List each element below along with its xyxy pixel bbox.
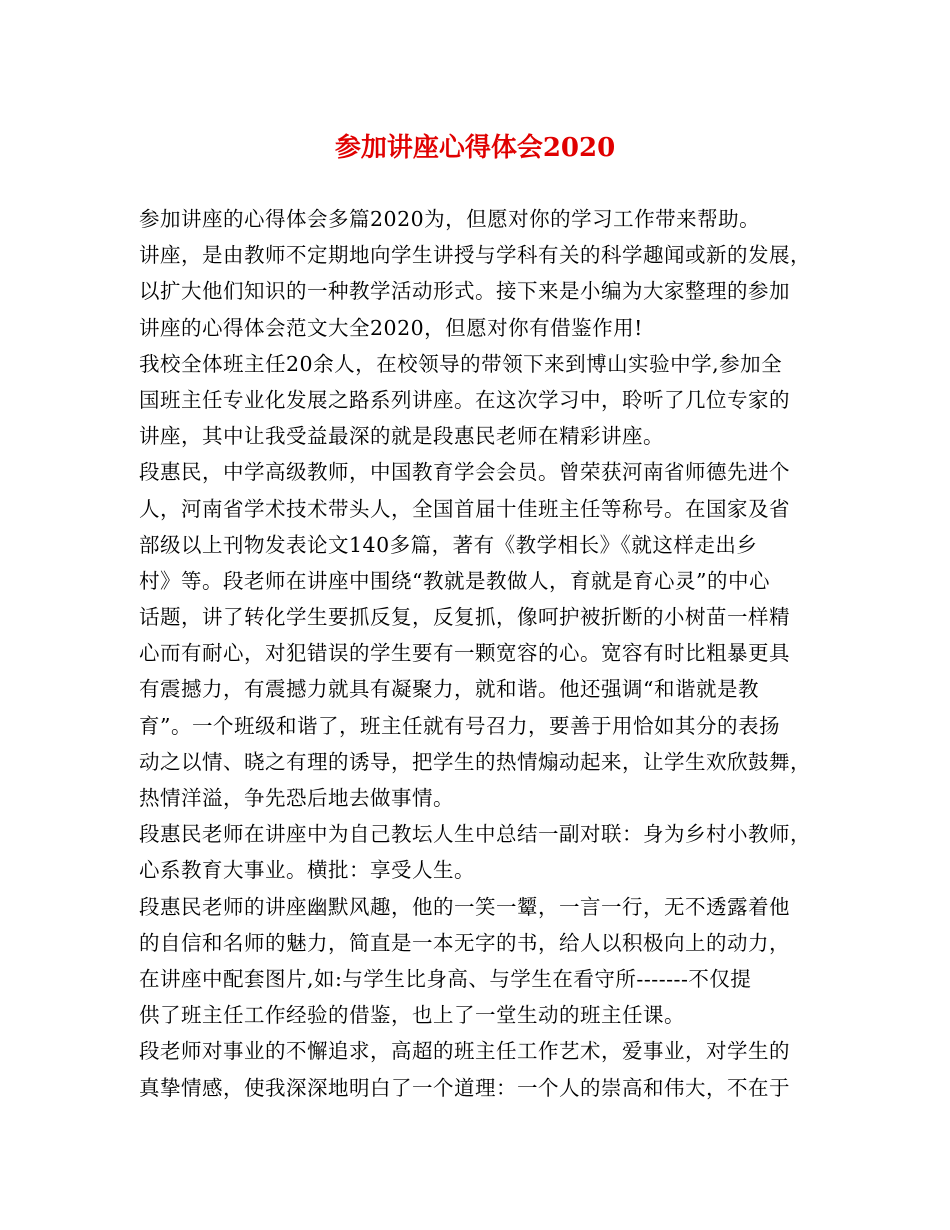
text-line: 讲座的心得体会范文大全2020，但愿对你有借鉴作用! (139, 315, 643, 340)
text-line: 讲座，是由教师不定期地向学生讲授与学科有关的科学趣闻或新的发展， (139, 243, 811, 268)
text-line: 段惠民，中学高级教师，中国教育学会会员。曾荣获河南省师德先进个 (139, 460, 790, 485)
text-line: 参加讲座的心得体会多篇2020为，但愿对你的学习工作带来帮助。 (139, 207, 761, 231)
text-line: 段惠民老师的讲座幽默风趣，他的一笑一颦，一言一行，无不透露着他 (139, 894, 790, 919)
text-line: 段老师对事业的不懈追求，高超的班主任工作艺术，爱事业，对学生的 (139, 1039, 790, 1064)
document-body (139, 201, 815, 1106)
text-line: 村》等。段老师在讲座中围绕“教就是教做人，育就是育心灵”的中心 (139, 568, 770, 593)
text-line: 段惠民老师在讲座中为自己教坛人生中总结一副对联：身为乡村小教师， (139, 822, 811, 847)
text-line: 育”。一个班级和谐了，班主任就有号召力，要善于用恰如其分的表扬 (139, 713, 780, 738)
text-line: 有震撼力，有震撼力就具有凝聚力，就和谐。他还强调“和谐就是教 (139, 677, 759, 702)
text-line: 人，河南省学术技术带头人，全国首届十佳班主任等称号。在国家及省 (139, 496, 790, 521)
text-line: 心系教育大事业。横批：享受人生。 (139, 858, 475, 883)
text-line: 国班主任专业化发展之路系列讲座。在这次学习中，聆听了几位专家的 (139, 387, 790, 412)
text-line: 的自信和名师的魅力，简直是一本无字的书，给人以积极向上的动力， (139, 930, 790, 955)
text-line: 动之以情、晓之有理的诱导，把学生的热情煽动起来，让学生欢欣鼓舞， (139, 749, 811, 774)
text-line: 供了班主任工作经验的借鉴，也上了一堂生动的班主任课。 (139, 1003, 685, 1028)
text-line: 真挚情感，使我深深地明白了一个道理：一个人的崇高和伟大，不在于 (139, 1075, 790, 1100)
text-line: 我校全体班主任20余人，在校领导的带领下来到博山实验中学,参加全 (139, 351, 783, 376)
text-line: 部级以上刊物发表论文140多篇，著有《教学相长》《就这样走出乡 (139, 532, 758, 557)
text-line: 热情洋溢，争先恐后地去做事情。 (139, 786, 454, 810)
text-line: 心而有耐心，对犯错误的学生要有一颗宽容的心。宽容有时比粗暴更具 (139, 641, 790, 666)
text-line: 在讲座中配套图片,如:与学生比身高、与学生在看守所-------不仅提 (139, 966, 752, 991)
text-line: 讲座，其中让我受益最深的就是段惠民老师在精彩讲座。 (139, 424, 664, 449)
text-line: 以扩大他们知识的一种教学活动形式。接下来是小编为大家整理的参加 (139, 279, 790, 304)
text-line: 话题，讲了转化学生要抓反复，反复抓，像呵护被折断的小树苗一样精 (139, 605, 790, 630)
document-title: 参加讲座心得体会2020 (334, 133, 616, 163)
